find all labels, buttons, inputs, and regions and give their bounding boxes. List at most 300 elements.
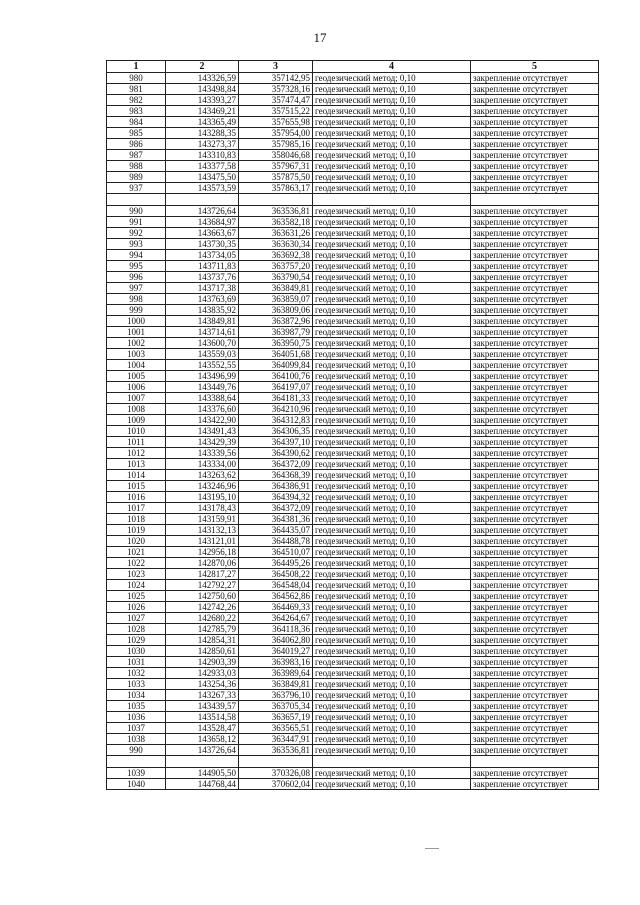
table-row <box>107 150 599 161</box>
point-number: 990 <box>107 745 166 756</box>
coord-y: 364510,07 <box>239 547 313 558</box>
point-number: 1024 <box>107 580 166 591</box>
coord-x: 143326,59 <box>166 73 239 84</box>
method-accuracy: геодезический метод; 0,10 <box>313 349 471 360</box>
method-accuracy: геодезический метод; 0,10 <box>313 206 471 217</box>
coordinates-table <box>106 60 599 790</box>
point-number: 990 <box>107 206 166 217</box>
point-number: 1031 <box>107 657 166 668</box>
marking-status: закрепление отсутствует <box>471 106 599 117</box>
coord-y: 358046,68 <box>239 150 313 161</box>
marking-status: закрепление отсутствует <box>471 558 599 569</box>
method-accuracy: геодезический метод; 0,10 <box>313 283 471 294</box>
coord-y: 363757,20 <box>239 261 313 272</box>
method-accuracy: геодезический метод; 0,10 <box>313 525 471 536</box>
coord-y: 363983,16 <box>239 657 313 668</box>
point-number: 1012 <box>107 448 166 459</box>
marking-status: закрепление отсутствует <box>471 206 599 217</box>
method-accuracy: геодезический метод; 0,10 <box>313 128 471 139</box>
coord-x: 142870,06 <box>166 558 239 569</box>
method-accuracy: геодезический метод; 0,10 <box>313 768 471 779</box>
marking-status <box>471 194 599 206</box>
method-accuracy <box>313 756 471 768</box>
point-number: 999 <box>107 305 166 316</box>
marking-status: закрепление отсутствует <box>471 161 599 172</box>
marking-status: закрепление отсутствует <box>471 415 599 426</box>
marking-status: закрепление отсутствует <box>471 646 599 657</box>
coord-x: 143734,05 <box>166 250 239 261</box>
header-col-2: 2 <box>166 61 239 73</box>
method-accuracy: геодезический метод; 0,10 <box>313 84 471 95</box>
table-row <box>107 128 599 139</box>
coord-x: 143365,49 <box>166 117 239 128</box>
coord-x: 142956,18 <box>166 547 239 558</box>
marking-status: закрепление отсутствует <box>471 701 599 712</box>
coord-x: 142850,61 <box>166 646 239 657</box>
method-accuracy: геодезический метод; 0,10 <box>313 316 471 327</box>
coord-y: 357328,16 <box>239 84 313 95</box>
header-col-4: 4 <box>313 61 471 73</box>
coord-y: 363809,06 <box>239 305 313 316</box>
method-accuracy: геодезический метод; 0,10 <box>313 492 471 503</box>
marking-status <box>471 756 599 768</box>
coord-x: 143263,62 <box>166 470 239 481</box>
coord-y: 363536,81 <box>239 745 313 756</box>
coord-x: 143600,70 <box>166 338 239 349</box>
point-number: 1001 <box>107 327 166 338</box>
coord-y: 363989,64 <box>239 668 313 679</box>
table-row <box>107 768 599 779</box>
marking-status: закрепление отсутствует <box>471 382 599 393</box>
coord-y: 364118,36 <box>239 624 313 635</box>
marking-status: закрепление отсутствует <box>471 294 599 305</box>
table-row <box>107 194 599 206</box>
method-accuracy: геодезический метод; 0,10 <box>313 690 471 701</box>
coord-x <box>166 756 239 768</box>
method-accuracy: геодезический метод; 0,10 <box>313 150 471 161</box>
marking-status: закрепление отсутствует <box>471 745 599 756</box>
point-number: 1026 <box>107 602 166 613</box>
coord-y: 364386,91 <box>239 481 313 492</box>
table-row <box>107 73 599 84</box>
method-accuracy: геодезический метод; 0,10 <box>313 624 471 635</box>
marking-status: закрепление отсутствует <box>471 393 599 404</box>
table-row <box>107 261 599 272</box>
coord-y: 364508,22 <box>239 569 313 580</box>
table-row <box>107 712 599 723</box>
table-row <box>107 701 599 712</box>
method-accuracy: геодезический метод; 0,10 <box>313 272 471 283</box>
marking-status: закрепление отсутствует <box>471 239 599 250</box>
header-col-3: 3 <box>239 61 313 73</box>
marking-status: закрепление отсутствует <box>471 679 599 690</box>
method-accuracy: геодезический метод; 0,10 <box>313 547 471 558</box>
coord-y: 364469,33 <box>239 602 313 613</box>
method-accuracy: геодезический метод; 0,10 <box>313 591 471 602</box>
marking-status: закрепление отсутствует <box>471 261 599 272</box>
method-accuracy: геодезический метод; 0,10 <box>313 117 471 128</box>
marking-status: закрепление отсутствует <box>471 73 599 84</box>
marking-status: закрепление отсутствует <box>471 547 599 558</box>
coord-x: 144905,50 <box>166 768 239 779</box>
table-row <box>107 536 599 547</box>
coord-x: 143267,33 <box>166 690 239 701</box>
coord-y: 363657,19 <box>239 712 313 723</box>
table-row <box>107 525 599 536</box>
marking-status: закрепление отсутствует <box>471 217 599 228</box>
method-accuracy: геодезический метод; 0,10 <box>313 580 471 591</box>
marking-status: закрепление отсутствует <box>471 690 599 701</box>
point-number: 1033 <box>107 679 166 690</box>
point-number: 983 <box>107 106 166 117</box>
method-accuracy: геодезический метод; 0,10 <box>313 646 471 657</box>
table-row <box>107 382 599 393</box>
table-row <box>107 558 599 569</box>
coord-x: 143339,56 <box>166 448 239 459</box>
coord-x: 143121,01 <box>166 536 239 547</box>
coord-x: 142792,27 <box>166 580 239 591</box>
coord-y: 364495,26 <box>239 558 313 569</box>
marking-status: закрепление отсутствует <box>471 569 599 580</box>
table-row <box>107 624 599 635</box>
coord-y: 363950,75 <box>239 338 313 349</box>
coord-x: 143273,37 <box>166 139 239 150</box>
coord-x: 142785,79 <box>166 624 239 635</box>
coord-y: 363630,34 <box>239 239 313 250</box>
coord-y: 364062,80 <box>239 635 313 646</box>
point-number: 1020 <box>107 536 166 547</box>
coord-y: 357863,17 <box>239 183 313 194</box>
method-accuracy: геодезический метод; 0,10 <box>313 503 471 514</box>
table-row <box>107 283 599 294</box>
coord-x: 143132,13 <box>166 525 239 536</box>
point-number: 992 <box>107 228 166 239</box>
table-row <box>107 657 599 668</box>
coord-y: 363849,81 <box>239 679 313 690</box>
table-row <box>107 492 599 503</box>
coord-y: 364019,27 <box>239 646 313 657</box>
marking-status: закрепление отсутствует <box>471 371 599 382</box>
table-row <box>107 349 599 360</box>
coord-y: 364488,78 <box>239 536 313 547</box>
marking-status: закрепление отсутствует <box>471 624 599 635</box>
coord-x: 143288,35 <box>166 128 239 139</box>
method-accuracy: геодезический метод; 0,10 <box>313 745 471 756</box>
point-number: 988 <box>107 161 166 172</box>
coord-y: 364264,67 <box>239 613 313 624</box>
coord-x: 143763,69 <box>166 294 239 305</box>
marking-status: закрепление отсутствует <box>471 536 599 547</box>
table-row <box>107 316 599 327</box>
point-number: 982 <box>107 95 166 106</box>
marking-status: закрепление отсутствует <box>471 117 599 128</box>
point-number: 1019 <box>107 525 166 536</box>
method-accuracy: геодезический метод; 0,10 <box>313 261 471 272</box>
point-number: 981 <box>107 84 166 95</box>
method-accuracy: геодезический метод; 0,10 <box>313 712 471 723</box>
point-number: 1025 <box>107 591 166 602</box>
point-number: 1027 <box>107 613 166 624</box>
table-row <box>107 404 599 415</box>
point-number: 1011 <box>107 437 166 448</box>
table-row <box>107 183 599 194</box>
coord-x <box>166 194 239 206</box>
coord-x: 142750,60 <box>166 591 239 602</box>
table-header-row <box>107 61 599 73</box>
method-accuracy: геодезический метод; 0,10 <box>313 73 471 84</box>
method-accuracy: геодезический метод; 0,10 <box>313 734 471 745</box>
coord-x: 143658,12 <box>166 734 239 745</box>
scan-mark <box>425 848 439 849</box>
method-accuracy: геодезический метод; 0,10 <box>313 172 471 183</box>
marking-status: закрепление отсутствует <box>471 503 599 514</box>
marking-status: закрепление отсутствует <box>471 470 599 481</box>
coord-y: 364435,07 <box>239 525 313 536</box>
table-row <box>107 646 599 657</box>
method-accuracy: геодезический метод; 0,10 <box>313 106 471 117</box>
table-row <box>107 602 599 613</box>
marking-status: закрепление отсутствует <box>471 723 599 734</box>
coord-y: 363565,51 <box>239 723 313 734</box>
point-number: 1007 <box>107 393 166 404</box>
coord-x: 143726,64 <box>166 745 239 756</box>
method-accuracy: геодезический метод; 0,10 <box>313 228 471 239</box>
marking-status: закрепление отсутствует <box>471 525 599 536</box>
table-row <box>107 470 599 481</box>
point-number: 1017 <box>107 503 166 514</box>
coord-x: 143429,39 <box>166 437 239 448</box>
table-row <box>107 514 599 525</box>
method-accuracy: геодезический метод; 0,10 <box>313 437 471 448</box>
coord-x: 143835,92 <box>166 305 239 316</box>
table-row <box>107 117 599 128</box>
coord-x: 142817,27 <box>166 569 239 580</box>
marking-status: закрепление отсутствует <box>471 492 599 503</box>
table-row <box>107 679 599 690</box>
table-row <box>107 206 599 217</box>
coord-y: 363692,38 <box>239 250 313 261</box>
coord-y: 357985,16 <box>239 139 313 150</box>
coord-x: 143498,84 <box>166 84 239 95</box>
table-row <box>107 591 599 602</box>
table-row <box>107 668 599 679</box>
coord-y: 363705,34 <box>239 701 313 712</box>
point-number: 996 <box>107 272 166 283</box>
coord-y: 364397,10 <box>239 437 313 448</box>
marking-status: закрепление отсутствует <box>471 228 599 239</box>
point-number: 998 <box>107 294 166 305</box>
coord-x: 143377,58 <box>166 161 239 172</box>
method-accuracy: геодезический метод; 0,10 <box>313 635 471 646</box>
coord-y: 364210,96 <box>239 404 313 415</box>
coord-y <box>239 194 313 206</box>
marking-status: закрепление отсутствует <box>471 128 599 139</box>
coord-y: 357655,98 <box>239 117 313 128</box>
coord-x: 143439,57 <box>166 701 239 712</box>
table-row <box>107 272 599 283</box>
point-number: 989 <box>107 172 166 183</box>
method-accuracy: геодезический метод; 0,10 <box>313 569 471 580</box>
coord-x: 143195,10 <box>166 492 239 503</box>
marking-status: закрепление отсутствует <box>471 250 599 261</box>
point-number: 984 <box>107 117 166 128</box>
method-accuracy: геодезический метод; 0,10 <box>313 701 471 712</box>
point-number: 937 <box>107 183 166 194</box>
method-accuracy: геодезический метод; 0,10 <box>313 613 471 624</box>
point-number: 1008 <box>107 404 166 415</box>
coord-x: 143552,55 <box>166 360 239 371</box>
coord-y: 364051,68 <box>239 349 313 360</box>
coord-y: 363536,81 <box>239 206 313 217</box>
coord-y: 357875,50 <box>239 172 313 183</box>
coord-y: 363631,26 <box>239 228 313 239</box>
marking-status: закрепление отсутствует <box>471 150 599 161</box>
coord-y: 357142,95 <box>239 73 313 84</box>
coord-y: 370326,08 <box>239 768 313 779</box>
point-number: 1005 <box>107 371 166 382</box>
table-body <box>107 73 599 790</box>
point-number: 1030 <box>107 646 166 657</box>
coord-y: 364562,86 <box>239 591 313 602</box>
marking-status: закрепление отсутствует <box>471 426 599 437</box>
method-accuracy: геодезический метод; 0,10 <box>313 459 471 470</box>
coord-y: 364368,39 <box>239 470 313 481</box>
point-number: 980 <box>107 73 166 84</box>
coord-y: 363987,79 <box>239 327 313 338</box>
point-number: 1036 <box>107 712 166 723</box>
table-row <box>107 393 599 404</box>
point-number <box>107 756 166 768</box>
coord-y: 370602,04 <box>239 779 313 790</box>
table-row <box>107 371 599 382</box>
coord-y: 364381,36 <box>239 514 313 525</box>
coord-y: 363447,91 <box>239 734 313 745</box>
method-accuracy: геодезический метод; 0,10 <box>313 602 471 613</box>
coord-x: 143528,47 <box>166 723 239 734</box>
marking-status: закрепление отсутствует <box>471 613 599 624</box>
method-accuracy: геодезический метод; 0,10 <box>313 183 471 194</box>
coord-x: 142742,26 <box>166 602 239 613</box>
point-number: 1038 <box>107 734 166 745</box>
method-accuracy: геодезический метод; 0,10 <box>313 779 471 790</box>
coord-y: 364548,04 <box>239 580 313 591</box>
table-row <box>107 481 599 492</box>
point-number: 1022 <box>107 558 166 569</box>
method-accuracy <box>313 194 471 206</box>
coord-x: 143663,67 <box>166 228 239 239</box>
coord-y: 364312,83 <box>239 415 313 426</box>
coord-x: 142903,39 <box>166 657 239 668</box>
coord-y: 364100,76 <box>239 371 313 382</box>
header-col-1: 1 <box>107 61 166 73</box>
table-row <box>107 338 599 349</box>
coord-y: 363796,10 <box>239 690 313 701</box>
point-number: 1016 <box>107 492 166 503</box>
coord-y: 364390,62 <box>239 448 313 459</box>
coord-x: 143849,81 <box>166 316 239 327</box>
method-accuracy: геодезический метод; 0,10 <box>313 161 471 172</box>
point-number: 1039 <box>107 768 166 779</box>
coord-x: 143310,83 <box>166 150 239 161</box>
point-number: 1004 <box>107 360 166 371</box>
table-row <box>107 426 599 437</box>
table-row <box>107 779 599 790</box>
point-number: 1006 <box>107 382 166 393</box>
point-number: 1037 <box>107 723 166 734</box>
coord-x: 143559,03 <box>166 349 239 360</box>
method-accuracy: геодезический метод; 0,10 <box>313 294 471 305</box>
point-number: 986 <box>107 139 166 150</box>
point-number: 1003 <box>107 349 166 360</box>
method-accuracy: геодезический метод; 0,10 <box>313 360 471 371</box>
table-row <box>107 360 599 371</box>
coord-x: 143159,91 <box>166 514 239 525</box>
marking-status: закрепление отсутствует <box>471 712 599 723</box>
marking-status: закрепление отсутствует <box>471 139 599 150</box>
coord-y: 364306,35 <box>239 426 313 437</box>
coord-x: 142680,22 <box>166 613 239 624</box>
table-row <box>107 139 599 150</box>
marking-status: закрепление отсутствует <box>471 657 599 668</box>
point-number: 993 <box>107 239 166 250</box>
marking-status: закрепление отсутствует <box>471 602 599 613</box>
table-row <box>107 161 599 172</box>
coord-x: 143393,27 <box>166 95 239 106</box>
marking-status: закрепление отсутствует <box>471 283 599 294</box>
coord-x: 143422,90 <box>166 415 239 426</box>
coord-x: 143334,00 <box>166 459 239 470</box>
coord-y: 357967,31 <box>239 161 313 172</box>
coord-y: 357515,22 <box>239 106 313 117</box>
method-accuracy: геодезический метод; 0,10 <box>313 514 471 525</box>
table-row <box>107 217 599 228</box>
point-number: 1015 <box>107 481 166 492</box>
point-number: 1032 <box>107 668 166 679</box>
table-row <box>107 305 599 316</box>
method-accuracy: геодезический метод; 0,10 <box>313 470 471 481</box>
method-accuracy: геодезический метод; 0,10 <box>313 217 471 228</box>
point-number: 995 <box>107 261 166 272</box>
marking-status: закрепление отсутствует <box>471 734 599 745</box>
point-number: 985 <box>107 128 166 139</box>
table-row <box>107 106 599 117</box>
coord-x: 143684,97 <box>166 217 239 228</box>
point-number: 997 <box>107 283 166 294</box>
coord-x: 143573,59 <box>166 183 239 194</box>
method-accuracy: геодезический метод; 0,10 <box>313 558 471 569</box>
coord-x: 143376,60 <box>166 404 239 415</box>
coord-x: 143475,50 <box>166 172 239 183</box>
marking-status: закрепление отсутствует <box>471 591 599 602</box>
marking-status: закрепление отсутствует <box>471 668 599 679</box>
coord-x: 143491,43 <box>166 426 239 437</box>
point-number: 1009 <box>107 415 166 426</box>
coord-y: 363790,54 <box>239 272 313 283</box>
marking-status: закрепление отсутствует <box>471 327 599 338</box>
marking-status: закрепление отсутствует <box>471 404 599 415</box>
table-row <box>107 84 599 95</box>
method-accuracy: геодезический метод; 0,10 <box>313 250 471 261</box>
method-accuracy: геодезический метод; 0,10 <box>313 481 471 492</box>
coord-y: 363582,18 <box>239 217 313 228</box>
method-accuracy: геодезический метод; 0,10 <box>313 305 471 316</box>
table-row <box>107 459 599 470</box>
point-number: 1010 <box>107 426 166 437</box>
point-number: 991 <box>107 217 166 228</box>
point-number: 1021 <box>107 547 166 558</box>
table-row <box>107 723 599 734</box>
point-number: 987 <box>107 150 166 161</box>
